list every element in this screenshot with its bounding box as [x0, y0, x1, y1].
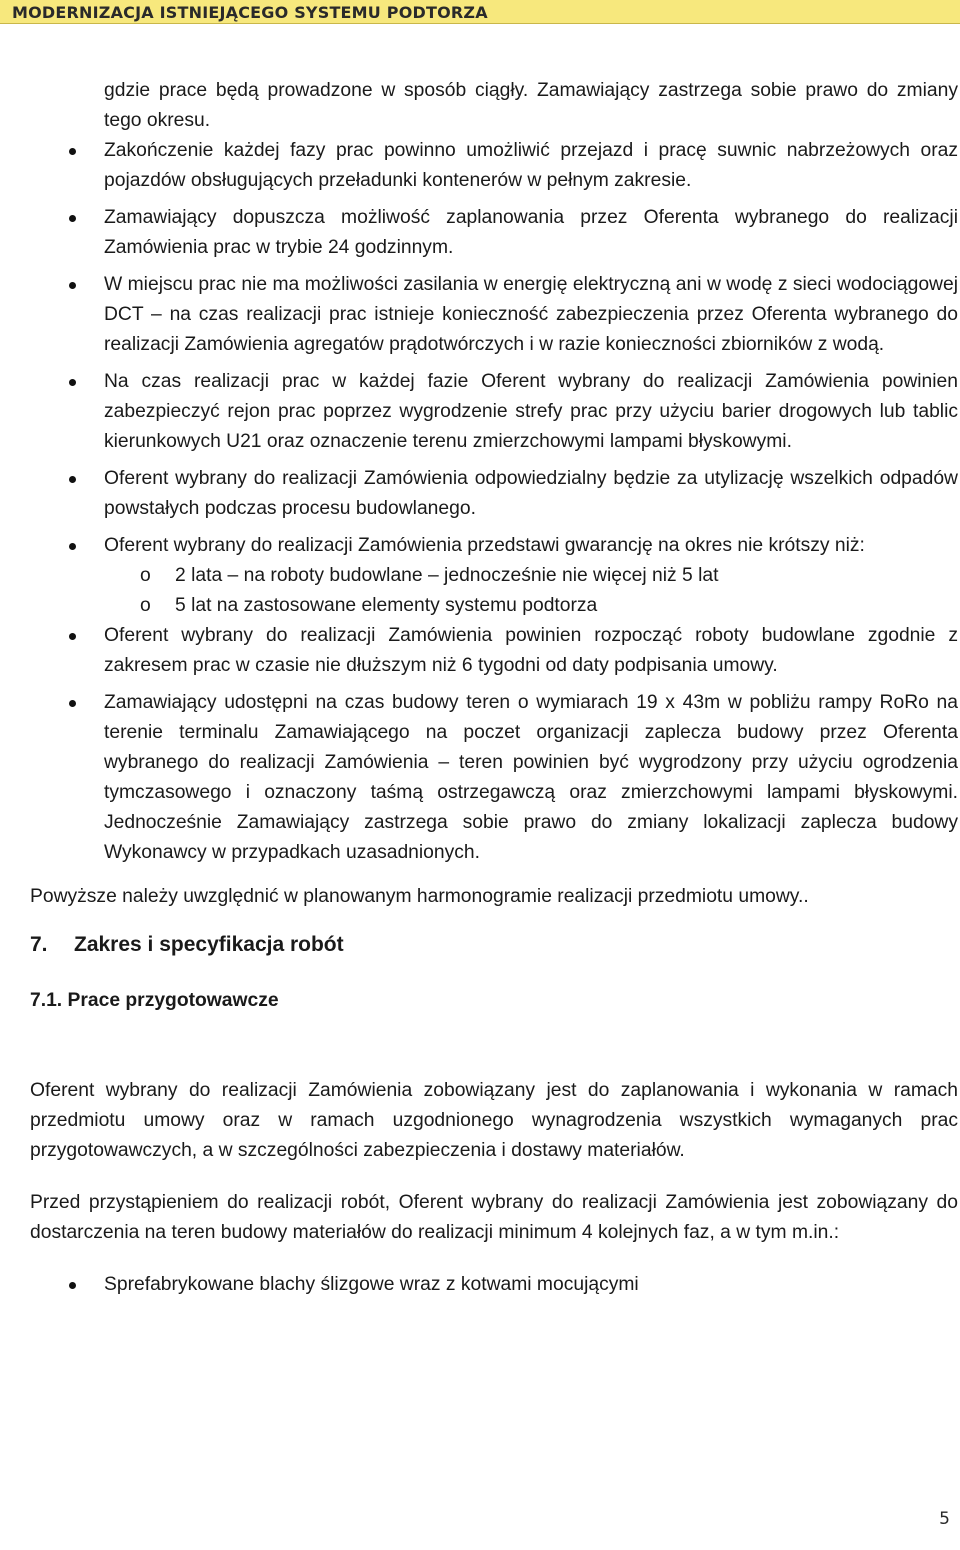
list-item	[30, 464, 958, 524]
list-item-text: Zakończenie każdej fazy prac powinno umożliwić przejazd i pracę suwnic nabrzeżowych oraz pojazdów obsługujących przeładunki kontenerów w pełnym zakresie.	[104, 140, 958, 191]
page-header	[0, 0, 960, 24]
page-number: 5	[939, 1509, 950, 1529]
sub-list-item-text: 5 lat na zastosowane elementy systemu podtorza	[175, 595, 598, 616]
sub-list-item	[30, 591, 960, 621]
list-item-text: Zamawiający dopuszcza możliwość zaplanowania przez Oferenta wybranego do realizacji Zamówienia prac w trybie 24 godzinnym.	[104, 207, 958, 258]
bullet-dot-icon	[69, 215, 76, 222]
continued-paragraph: gdzie prace będą prowadzone w sposób ciągły. Zamawiający zastrzega sobie prawo do zmiany tego okresu.	[104, 80, 958, 131]
sub-list-item	[30, 561, 960, 591]
sub-bullet-marker: o	[140, 595, 151, 616]
document-body	[30, 76, 960, 1300]
list-item	[30, 270, 958, 360]
bullet-dot-icon	[69, 476, 76, 483]
bullet-dot-icon	[69, 148, 76, 155]
list-item-text: Oferent wybrany do realizacji Zamówienia powinien rozpocząć roboty budowlane zgodnie z zakresem prac w czasie nie dłuższym niż 6 tygodni od daty podpisania umowy.	[104, 625, 958, 676]
list-item	[30, 1270, 958, 1300]
sub-bullet-marker: o	[140, 565, 151, 586]
section-heading	[30, 930, 960, 960]
list-item-text: Na czas realizacji prac w każdej fazie Oferent wybrany do realizacji Zamówienia powinien zabezpieczyć rejon prac poprzez wygrodzenie strefy prac przy użyciu barier drogowych lub tablic kierunkowych U21 oraz oznaczenie terenu zmierzchowymi lampami błyskowymi.	[104, 371, 958, 452]
bullet-dot-icon	[69, 633, 76, 640]
header-title: MODERNIZACJA ISTNIEJĄCEGO SYSTEMU PODTORZA	[12, 3, 488, 22]
list-item-text: Zamawiający udostępni na czas budowy teren o wymiarach 19 x 43m w pobliżu rampy RoRo na terenie terminalu Zamawiającego na poczet organizacji zaplecza budowy przez Oferenta wybranego do realizacji Zamówienia – teren powinien być wygrodzony przy użyciu ogrodzenia tymczasowego i oznaczony taśmą ostrzegawczą oraz zmierzchowymi lampami błyskowymi. Jednocześnie Zamawiający zastrzega sobie prawo do zmiany lokalizacji zaplecza budowy Wykonawcy w przypadkach uzasadnionych.	[104, 692, 958, 863]
list-item-text: Sprefabrykowane blachy ślizgowe wraz z kotwami mocującymi	[104, 1274, 639, 1295]
bullet-dot-icon	[69, 700, 76, 707]
section-title: Zakres i specyfikacja robót	[74, 933, 344, 956]
subsection-heading: 7.1. Prace przygotowawcze	[30, 990, 279, 1011]
list-item	[30, 136, 958, 196]
list-item	[30, 688, 958, 868]
list-item-text: Oferent wybrany do realizacji Zamówienia odpowiedzialny będzie za utylizację wszelkich odpadów powstałych podczas procesu budowlanego.	[104, 468, 958, 519]
bullet-dot-icon	[69, 379, 76, 386]
body-paragraph: Oferent wybrany do realizacji Zamówienia zobowiązany jest do zaplanowania i wykonania w ramach przedmiotu umowy oraz w ramach uzgodnionego wynagrodzenia wszystkich wymaganych prac przygotowawczych, a w szczególności zabezpieczenia i dostawy materiałów.	[30, 1080, 958, 1161]
section-number: 7.	[30, 933, 48, 956]
list-item	[30, 531, 958, 561]
summary-paragraph: Powyższe należy uwzględnić w planowanym harmonogramie realizacji przedmiotu umowy..	[30, 886, 809, 907]
list-item	[30, 621, 958, 681]
bullet-dot-icon	[69, 1282, 76, 1289]
list-item-text: Oferent wybrany do realizacji Zamówienia przedstawi gwarancję na okres nie krótszy niż:	[104, 535, 865, 556]
body-paragraph: Przed przystąpieniem do realizacji robót, Oferent wybrany do realizacji Zamówienia jest zobowiązany do dostarczenia na teren budowy materiałów do realizacji minimum 4 kolejnych faz, a w tym m.in.:	[30, 1192, 958, 1243]
sub-list-item-text: 2 lata – na roboty budowlane – jednocześnie nie więcej niż 5 lat	[175, 565, 719, 586]
bullet-dot-icon	[69, 543, 76, 550]
list-item-text: W miejscu prac nie ma możliwości zasilania w energię elektryczną ani w wodę z sieci wodociągowej DCT – na czas realizacji prac istnieje konieczność zabezpieczenia przez Oferenta wybranego do realizacji Zamówienia agregatów prądotwórczych i w razie konieczności zbiorników z wodą.	[104, 274, 958, 355]
bullet-dot-icon	[69, 282, 76, 289]
list-item	[30, 367, 958, 457]
list-item	[30, 203, 958, 263]
